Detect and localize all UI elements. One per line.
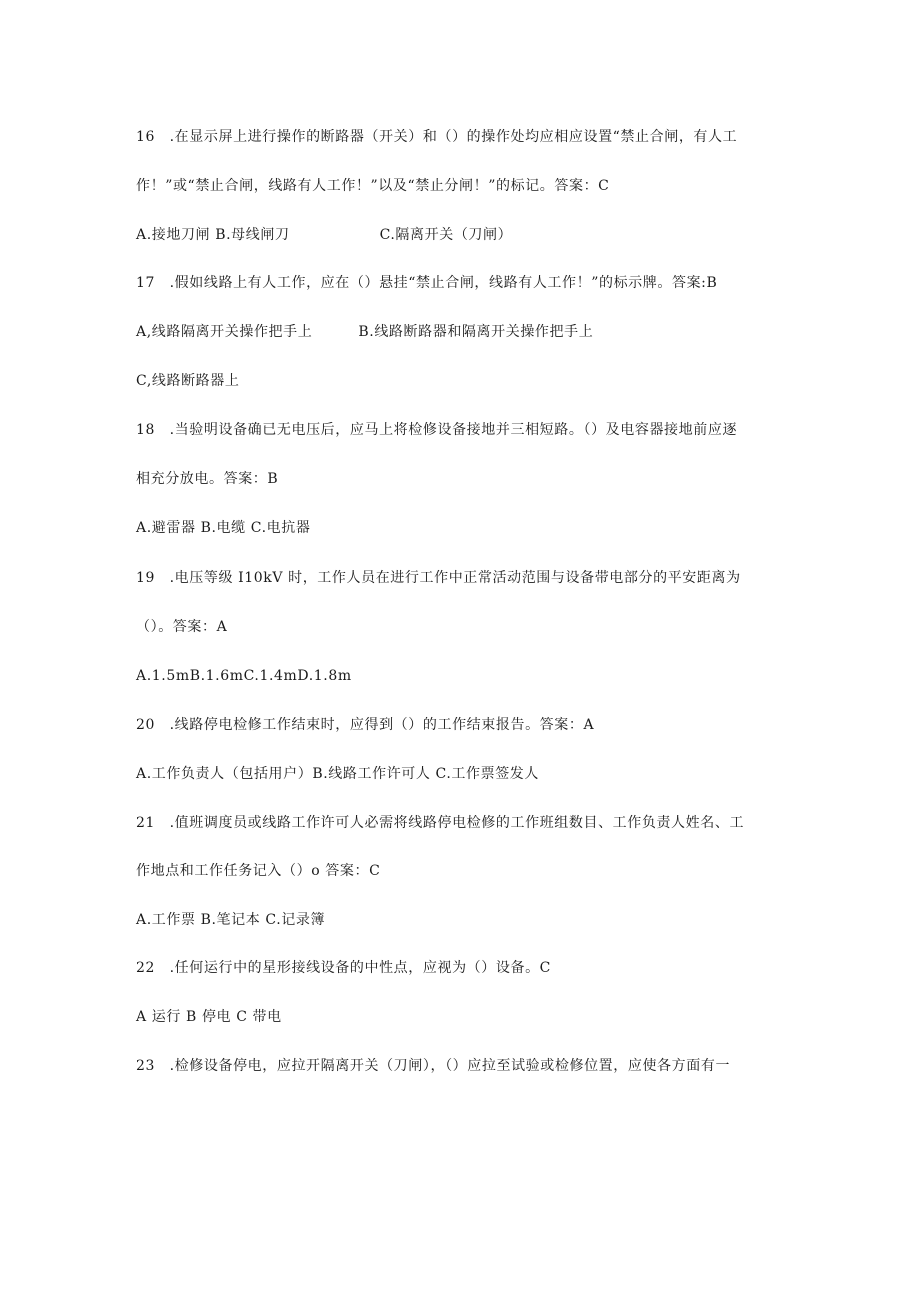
question-17-line-1: 17 .假如线路上有人工作，应在（）悬挂“禁止合闸，线路有人工作！”的标示牌。答案:B (136, 275, 718, 291)
question-19-line-1: 19 .电压等级 I10kV 时，工作人员在进行工作中正常活动范围与设备带电部分的平安距离为 (136, 570, 741, 586)
question-16-options (136, 226, 512, 244)
question-18-options: A.避雷器 B.电缆 C.电抗器 (136, 520, 311, 536)
question-21-line-1: 21 .值班调度员或线路工作许可人必需将线路停电检修的工作班组数目、工作负责人姓名、工 (136, 815, 745, 831)
question-17-option-c: C,线路断路器上 (136, 373, 240, 389)
question-18-line-2: 相充分放电。答案：B (136, 471, 279, 487)
question-22-options: A 运行 B 停电 C 带电 (136, 1009, 282, 1025)
question-20-line-1: 20 .线路停电检修工作结束时，应得到（）的工作结束报告。答案：A (136, 717, 595, 733)
question-19-options: A.1.5mB.1.6mC.1.4mD.1.8m (136, 668, 352, 684)
option-c: C.隔离开关（刀闸） (379, 227, 513, 243)
option-a: A,线路隔离开关操作把手上 (136, 324, 313, 340)
question-21-line-2: 作地点和工作任务记入（）o 答案：C (136, 863, 381, 879)
question-16-line-2: 作！”或“禁止合闸，线路有人工作！”以及“禁止分闸！”的标记。答案：C (136, 178, 610, 194)
question-22-line-1: 22 .任何运行中的星形接线设备的中性点，应视为（）设备。C (136, 960, 551, 976)
option-b: B.线路断路器和隔离开关操作把手上 (358, 324, 594, 340)
question-16-line-1: 16 .在显示屏上进行操作的断路器（开关）和（）的操作处均应相应设置“禁止合闸，有人工 (136, 129, 738, 145)
question-18-line-1: 18 .当验明设备确已无电压后，应马上将检修设备接地并三相短路。（）及电容器接地前应逐 (136, 422, 738, 438)
question-20-options: A.工作负责人（包括用户）B.线路工作许可人 C.工作票签发人 (136, 766, 540, 782)
question-21-options: A.工作票 B.笔记本 C.记录簿 (136, 912, 326, 928)
option-group-ab: A.接地刀闸 B.母线闸刀 (136, 227, 290, 243)
question-17-options (136, 323, 593, 341)
question-23-line-1: 23 .检修设备停电，应拉开隔离开关（刀闸），（）应拉至试验或检修位置，应使各方面有一 (136, 1058, 731, 1074)
question-19-line-2: （）。答案：A (136, 619, 228, 635)
